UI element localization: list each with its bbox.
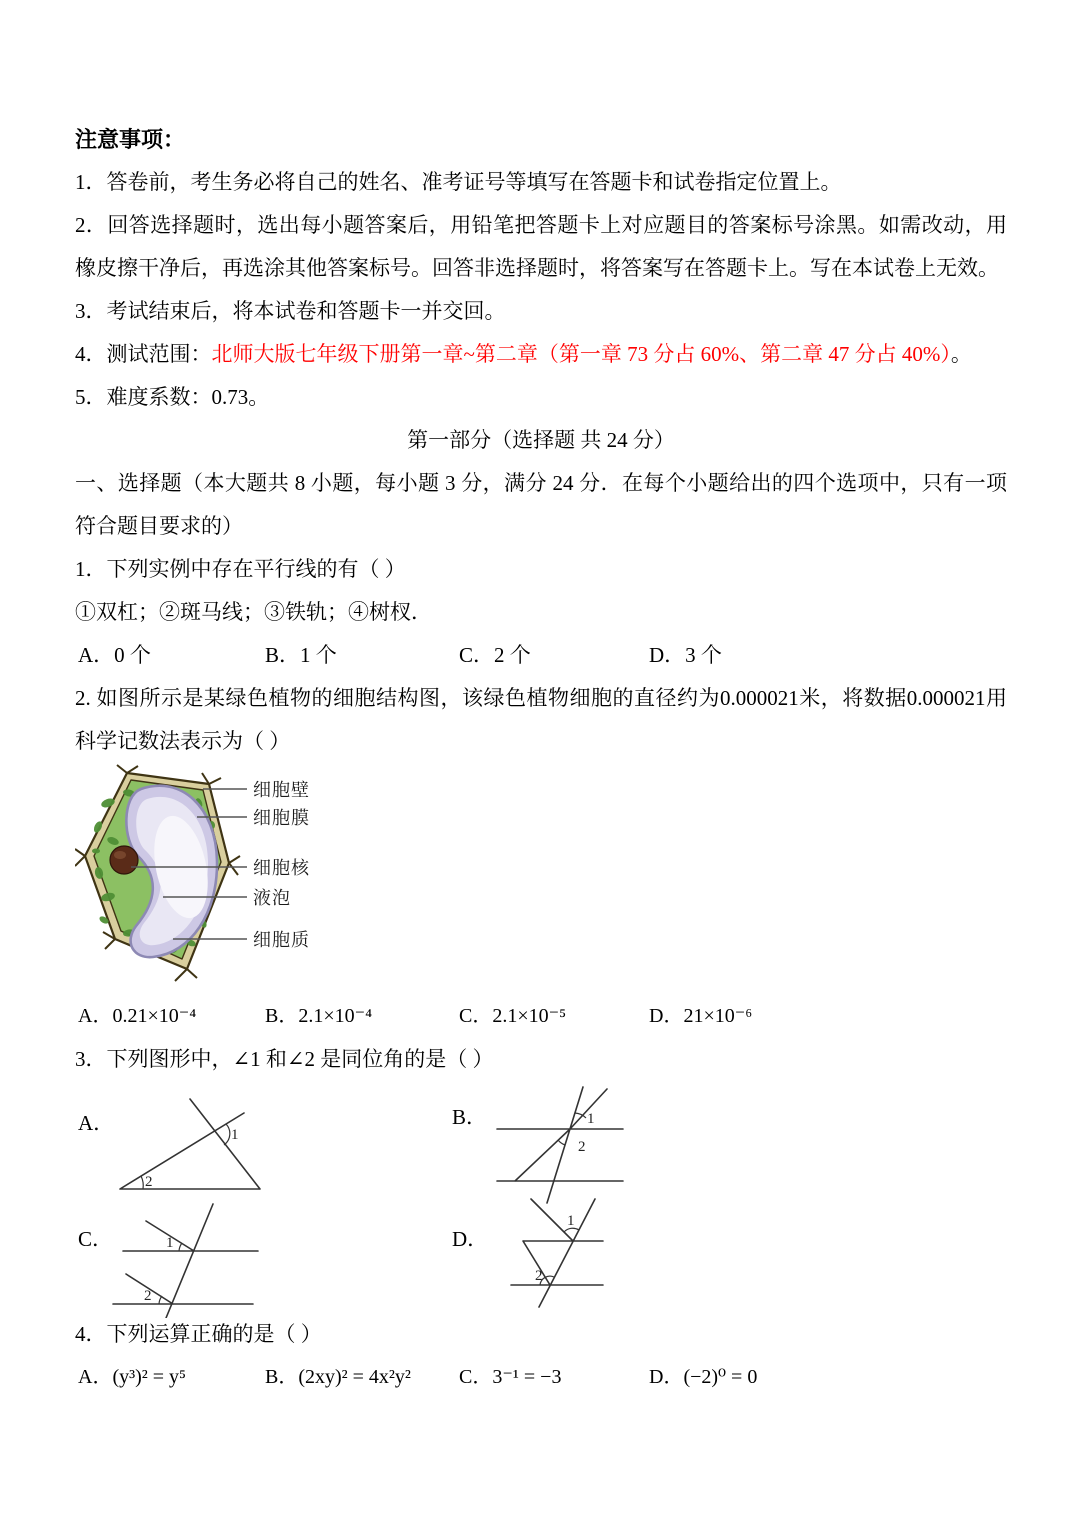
q1-option-b: B．1 个 bbox=[265, 643, 337, 667]
q3-figure-c bbox=[98, 1196, 273, 1318]
q3c-angle-1: 1 bbox=[166, 1235, 174, 1251]
q3a-angle-2: 2 bbox=[145, 1174, 153, 1190]
q3-figure-a-label: A． bbox=[78, 1111, 115, 1135]
q4-option-a: A．(y³)² = y⁵ bbox=[78, 1366, 187, 1388]
plant-cell-diagram bbox=[75, 763, 1007, 991]
cell-label-wall: 细胞壁 bbox=[253, 780, 310, 800]
notice-item-4-scope-highlight: 北师大版七年级下册第一章~第二章（第一章 73 分占 60%、第二章 47 分占 40%） bbox=[211, 342, 951, 366]
cell-label-nucleus: 细胞核 bbox=[253, 858, 310, 878]
q3-figure-c-label: C． bbox=[78, 1227, 114, 1251]
q1-option-a: A．0 个 bbox=[78, 643, 151, 667]
notice-item-4-prefix: 4．测试范围： bbox=[75, 342, 212, 366]
question-3-figures bbox=[75, 1081, 1007, 1313]
cell-label-cytoplasm: 细胞质 bbox=[253, 930, 310, 950]
part1-intro: 一、选择题（本大题共 8 小题，每小题 3 分，满分 24 分．在每个小题给出的四个选项中，只有一项符合题目要求的） bbox=[75, 471, 1007, 538]
question-2-options bbox=[75, 995, 1007, 1038]
q3a-angle-1: 1 bbox=[231, 1127, 239, 1143]
q3-figure-b bbox=[485, 1081, 635, 1207]
notice-item-1: 1．答卷前，考生务必将自己的姓名、准考证号等填写在答题卡和试卷指定位置上。 bbox=[75, 170, 842, 194]
q3d-angle-1: 1 bbox=[567, 1213, 575, 1229]
notice-item-4 bbox=[75, 333, 1007, 376]
nucleus-shape bbox=[110, 846, 138, 874]
q3-figure-d bbox=[503, 1193, 618, 1315]
q2-option-a: A．0.21×10⁻⁴ bbox=[78, 1005, 197, 1027]
q4-option-b: B．(2xy)² = 4x²y² bbox=[265, 1366, 411, 1388]
notice-item-5: 5．难度系数：0.73。 bbox=[75, 385, 270, 409]
notice-title: 注意事项： bbox=[75, 127, 186, 152]
nucleus-highlight bbox=[114, 851, 126, 859]
q2-option-b: B．2.1×10⁻⁴ bbox=[265, 1005, 373, 1027]
page-content bbox=[75, 118, 1007, 1399]
q3b-angle-2: 2 bbox=[578, 1139, 586, 1155]
q3-figure-b-label: B． bbox=[452, 1105, 488, 1129]
question-2-stem: 2. 如图所示是某绿色植物的细胞结构图，该绿色植物细胞的直径约为0.000021米，将数据0.000021用科学记数法表示为（ ） bbox=[75, 686, 1007, 753]
q3-figure-d-label: D． bbox=[452, 1227, 489, 1251]
cell-label-vacuole: 液泡 bbox=[253, 888, 291, 908]
q4-option-c: C．3⁻¹ = −3 bbox=[459, 1366, 562, 1388]
q4-option-d: D．(−2)⁰ = 0 bbox=[649, 1366, 758, 1388]
q2-option-c: C．2.1×10⁻⁵ bbox=[459, 1005, 567, 1027]
notice-item-3: 3．考试结束后，将本试卷和答题卡一并交回。 bbox=[75, 299, 506, 323]
q1-option-d: D．3 个 bbox=[649, 643, 722, 667]
question-4-stem: 4．下列运算正确的是（ ） bbox=[75, 1322, 322, 1346]
cell-label-membrane: 细胞膜 bbox=[253, 808, 310, 828]
notice-item-4-suffix: 。 bbox=[950, 342, 972, 366]
question-1-stem: 1．下列实例中存在平行线的有（ ） bbox=[75, 557, 406, 581]
q3b-angle-1: 1 bbox=[587, 1111, 595, 1127]
notice-item-2: 2．回答选择题时，选出每小题答案后，用铅笔把答题卡上对应题目的答案标号涂黑。如需改动，用橡皮擦干净后，再选涂其他答案标号。回答非选择题时，将答案写在答题卡上。写在本试卷上无效。 bbox=[75, 213, 1007, 280]
q3c-angle-2: 2 bbox=[144, 1288, 152, 1304]
q1-option-c: C．2 个 bbox=[459, 643, 531, 667]
q3d-angle-2: 2 bbox=[535, 1268, 543, 1284]
question-4-options bbox=[75, 1356, 1007, 1399]
question-1-list: ①双杠；②斑马线；③铁轨；④树杈． bbox=[75, 600, 432, 624]
plant-cell-svg bbox=[75, 763, 320, 991]
part1-header: 第一部分（选择题 共 24 分） bbox=[407, 428, 675, 452]
q2-option-d: D．21×10⁻⁶ bbox=[649, 1005, 753, 1027]
question-1-options bbox=[75, 634, 1007, 677]
question-3-stem: 3．下列图形中，∠1 和∠2 是同位角的是（ ） bbox=[75, 1047, 494, 1071]
q3-figure-a bbox=[112, 1089, 287, 1201]
